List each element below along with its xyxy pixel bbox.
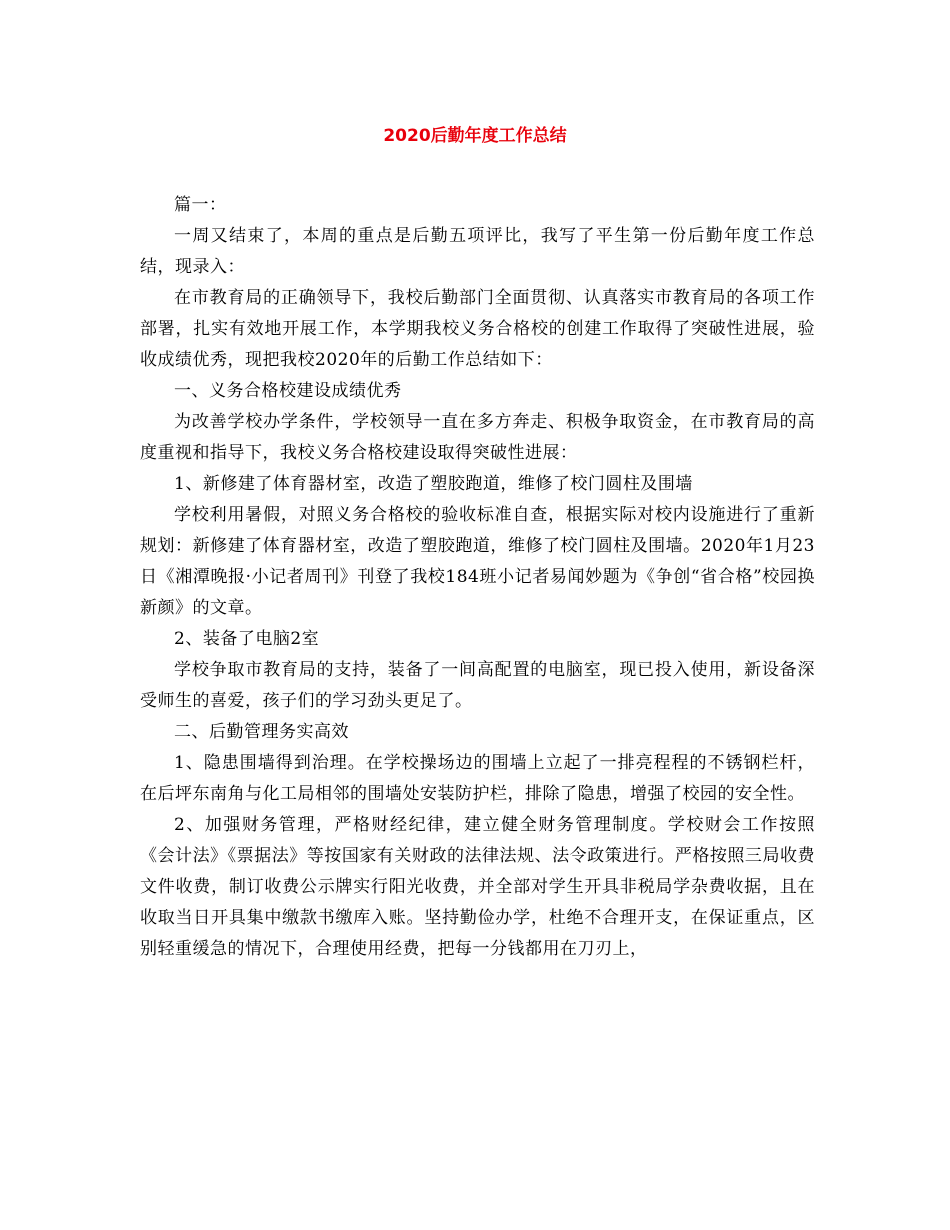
heading-section-two: 二、后勤管理务实高效 [174, 722, 349, 742]
paragraph-item-2: 学校争取市教育局的支持，装备了一间高配置的电脑室，现已投入使用，新设备深受师生的喜爱，孩子们的学习劲头更足了。 [140, 660, 815, 711]
heading-section-one: 一、义务合格校建设成绩优秀 [174, 381, 402, 401]
paragraph-section-two-item-2: 2、加强财务管理，严格财经纪律，建立健全财务管理制度。学校财会工作按照《会计法》《票据法》等按国家有关财政的法律法规、法令政策进行。严格按照三局收费文件收费，制订收费公示牌实行阳光收费，并全部对学生开具非税局学杂费收据，且在收取当日开具集中缴款书缴库入账。坚持勤俭办学，杜绝不合理开支，在保证重点，区别轻重缓急的情况下，合理使用经费，把每一分钱都用在刀刃上， [140, 815, 815, 959]
paragraph-intro: 一周又结束了，本周的重点是后勤五项评比，我写了平生第一份后勤年度工作总结，现录入： [140, 226, 815, 277]
paragraph-item-1: 学校利用暑假，对照义务合格校的验收标准自查，根据实际对校内设施进行了重新规划：新修建了体育器材室，改造了塑胶跑道，维修了校门圆柱及围墙。2020年1月23日《湘潭晚报·小记者周刊》刊登了我校184班小记者易闻妙题为《争创“省合格”校园换新颜》的文章。 [140, 505, 815, 618]
paragraph-section-label: 篇一： [174, 195, 227, 215]
document-title: 2020后勤年度工作总结 [383, 126, 567, 146]
subheading-item-1: 1、新修建了体育器材室，改造了塑胶跑道，维修了校门圆柱及围墙 [174, 474, 693, 494]
subheading-item-2: 2、装备了电脑2室 [174, 629, 320, 649]
paragraph-section-one-intro: 为改善学校办学条件，学校领导一直在多方奔走、积极争取资金，在市教育局的高度重视和指导下，我校义务合格校建设取得突破性进展： [140, 412, 815, 463]
document-body [140, 190, 815, 965]
paragraph-overview: 在市教育局的正确领导下，我校后勤部门全面贯彻、认真落实市教育局的各项工作部署，扎实有效地开展工作，本学期我校义务合格校的创建工作取得了突破性进展，验收成绩优秀，现把我校2020年的后勤工作总结如下： [140, 288, 815, 370]
paragraph-section-two-item-1: 1、隐患围墙得到治理。在学校操场边的围墙上立起了一排亮程程的不锈钢栏杆，在后坪东南角与化工局相邻的围墙处安装防护栏，排除了隐患，增强了校园的安全性。 [140, 753, 815, 804]
